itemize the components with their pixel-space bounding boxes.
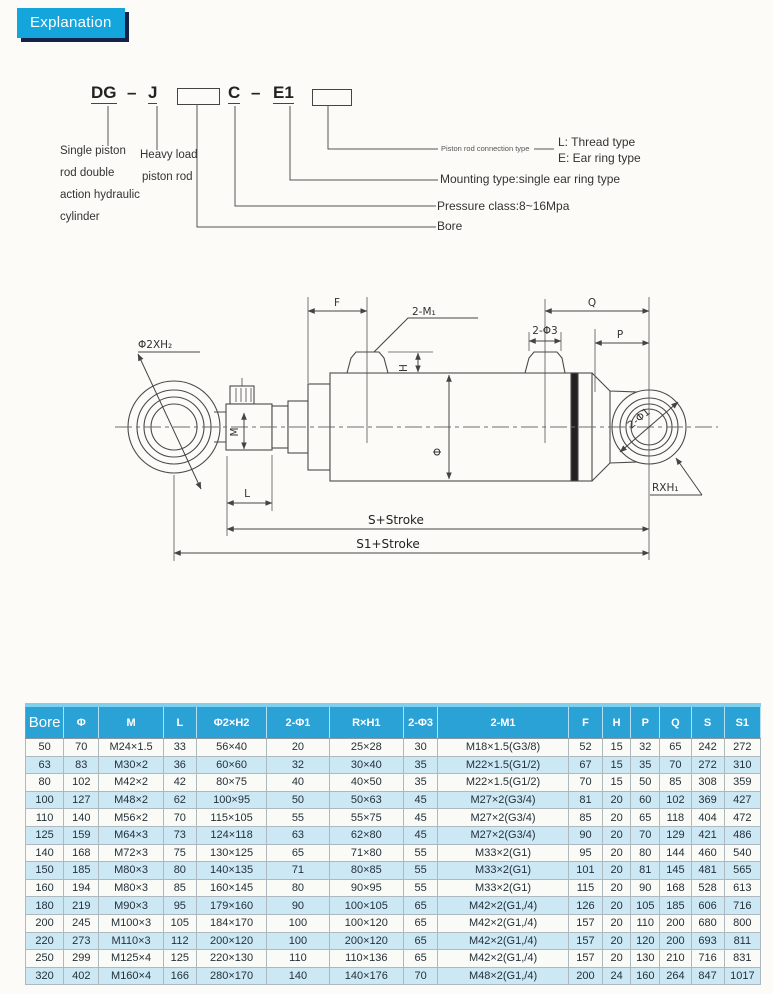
table-cell: 110 [26, 809, 64, 827]
table-cell: 180 [26, 897, 64, 915]
table-cell: 20 [603, 826, 631, 844]
table-cell: 32 [267, 756, 329, 774]
table-cell: 55 [404, 879, 438, 897]
table-cell: 179×160 [196, 897, 266, 915]
table-cell: 85 [568, 809, 602, 827]
table-cell: 35 [631, 756, 660, 774]
table-cell: 90 [631, 879, 660, 897]
table-cell: 140 [267, 967, 329, 985]
table-cell: 100×120 [329, 914, 403, 932]
table-row [26, 950, 761, 968]
table-cell: 421 [691, 826, 724, 844]
table-cell: 80 [26, 774, 64, 792]
table-cell: 115×105 [196, 809, 266, 827]
table-cell: 100 [26, 791, 64, 809]
table-cell: M42×2(G1,/4) [438, 897, 569, 915]
piston-desc-line: Heavy load [140, 149, 198, 161]
table-cell: 40 [267, 774, 329, 792]
table-cell: 20 [603, 897, 631, 915]
table-cell: 118 [660, 809, 691, 827]
code-dash-2: – [251, 83, 261, 102]
table-cell: 210 [660, 950, 691, 968]
bore-label: Bore [437, 219, 463, 233]
table-cell: M42×2(G1,/4) [438, 950, 569, 968]
table-cell: 50×63 [329, 791, 403, 809]
table-cell: 185 [64, 862, 99, 880]
table-cell: 70 [64, 739, 99, 757]
table-cell: 185 [660, 897, 691, 915]
table-cell: 140 [26, 844, 64, 862]
table-cell: 144 [660, 844, 691, 862]
table-cell: 15 [603, 774, 631, 792]
table-cell: 65 [404, 950, 438, 968]
table-cell: M22×1.5(G1/2) [438, 756, 569, 774]
dim-label-2phi1: 2-Φ1 [625, 405, 653, 432]
table-row [26, 879, 761, 897]
table-cell: 129 [660, 826, 691, 844]
table-cell: 486 [724, 826, 760, 844]
table-cell: 63 [26, 756, 64, 774]
spec-table-header [26, 705, 761, 739]
table-cell: 460 [691, 844, 724, 862]
table-cell: 73 [163, 826, 196, 844]
table-cell: 320 [26, 967, 64, 985]
table-cell: 540 [724, 844, 760, 862]
table-cell: 85 [163, 879, 196, 897]
table-cell: 168 [660, 879, 691, 897]
rod-connection-option: L: Thread type [558, 135, 636, 149]
table-cell: 60 [631, 791, 660, 809]
table-cell: 90 [267, 897, 329, 915]
table-cell: 157 [568, 950, 602, 968]
table-cell: 716 [691, 950, 724, 968]
table-cell: 264 [660, 967, 691, 985]
table-cell: 125 [26, 826, 64, 844]
table-cell: M22×1.5(G1/2) [438, 774, 569, 792]
table-cell: 200 [26, 914, 64, 932]
table-cell: M160×4 [99, 967, 163, 985]
explanation-badge: Explanation [17, 8, 125, 38]
table-cell: 55×75 [329, 809, 403, 827]
table-cell: 166 [163, 967, 196, 985]
code-token-e1: E1 [273, 83, 294, 102]
table-cell: M48×2 [99, 791, 163, 809]
table-row [26, 897, 761, 915]
table-cell: 50 [26, 739, 64, 757]
table-cell: 20 [603, 844, 631, 862]
table-cell: 847 [691, 967, 724, 985]
table-cell: 55 [404, 862, 438, 880]
table-cell: M64×3 [99, 826, 163, 844]
table-cell: 80×75 [196, 774, 266, 792]
cylinder-desc-line: action hydraulic [60, 189, 140, 201]
table-cell: 20 [267, 739, 329, 757]
header-cell-f: F [568, 705, 602, 739]
table-cell: 15 [603, 739, 631, 757]
cylinder-desc-line: cylinder [60, 211, 100, 223]
table-cell: 56×40 [196, 739, 266, 757]
table-cell: 65 [404, 932, 438, 950]
header-cell-p: P [631, 705, 660, 739]
table-row [26, 844, 761, 862]
dim-label-rxh1: RXH₁ [652, 482, 679, 494]
table-cell: M27×2(G3/4) [438, 809, 569, 827]
table-cell: 36 [163, 756, 196, 774]
table-cell: 194 [64, 879, 99, 897]
table-cell: 55 [404, 844, 438, 862]
table-cell: 299 [64, 950, 99, 968]
table-cell: M42×2 [99, 774, 163, 792]
table-cell: M30×2 [99, 756, 163, 774]
dim-label-phi2xh2: Φ2XH₂ [138, 339, 173, 351]
table-cell: 20 [603, 950, 631, 968]
table-cell: 62 [163, 791, 196, 809]
table-cell: 528 [691, 879, 724, 897]
table-cell: 472 [724, 809, 760, 827]
table-cell: 20 [603, 932, 631, 950]
table-cell: 81 [568, 791, 602, 809]
header-cell-s1: S1 [724, 705, 760, 739]
table-cell: 220 [26, 932, 64, 950]
table-cell: 70 [404, 967, 438, 985]
table-cell: 127 [64, 791, 99, 809]
table-cell: 70 [660, 756, 691, 774]
table-cell: M27×2(G3/4) [438, 791, 569, 809]
table-cell: 200 [660, 932, 691, 950]
code-token-j: J [148, 83, 158, 102]
table-cell: 67 [568, 756, 602, 774]
table-cell: 15 [603, 756, 631, 774]
dim-label-phi: Φ [432, 447, 444, 457]
table-cell: 63 [267, 826, 329, 844]
table-cell: 35 [404, 756, 438, 774]
table-row [26, 774, 761, 792]
table-row [26, 914, 761, 932]
table-cell: 100×95 [196, 791, 266, 809]
table-cell: 105 [163, 914, 196, 932]
table-cell: M33×2(G1) [438, 862, 569, 880]
table-cell: 45 [404, 809, 438, 827]
table-cell: 184×170 [196, 914, 266, 932]
table-cell: 33 [163, 739, 196, 757]
cylinder-desc-line: Single piston [60, 145, 126, 157]
header-cell-2-3: 2-Φ3 [404, 705, 438, 739]
table-cell: 115 [568, 879, 602, 897]
dim-label-2m1: 2-M₁ [412, 306, 436, 318]
table-cell: 125 [163, 950, 196, 968]
table-cell: 481 [691, 862, 724, 880]
table-cell: 427 [724, 791, 760, 809]
code-token-c: C [228, 83, 241, 102]
table-cell: 32 [631, 739, 660, 757]
dim-label-m: M [229, 427, 241, 437]
table-cell: 811 [724, 932, 760, 950]
table-cell: M33×2(G1) [438, 844, 569, 862]
table-cell: M80×3 [99, 862, 163, 880]
pressure-class-label: Pressure class:8~16Mpa [437, 199, 570, 213]
table-row [26, 862, 761, 880]
table-row [26, 756, 761, 774]
table-cell: 20 [603, 862, 631, 880]
table-cell: 90×95 [329, 879, 403, 897]
table-cell: 90 [568, 826, 602, 844]
table-cell: 100 [267, 932, 329, 950]
table-cell: 101 [568, 862, 602, 880]
table-cell: 105 [631, 897, 660, 915]
table-cell: 52 [568, 739, 602, 757]
table-cell: 70 [163, 809, 196, 827]
table-cell: 65 [631, 809, 660, 827]
table-cell: 40×50 [329, 774, 403, 792]
table-cell: 680 [691, 914, 724, 932]
table-cell: 20 [603, 914, 631, 932]
dim-label-f: F [333, 297, 341, 309]
table-cell: 130×125 [196, 844, 266, 862]
table-cell: 359 [724, 774, 760, 792]
table-cell: 1017 [724, 967, 760, 985]
table-cell: 159 [64, 826, 99, 844]
dim-label-s-stroke: S+Stroke [368, 513, 424, 527]
table-cell: 80×85 [329, 862, 403, 880]
piston-desc-line: piston rod [142, 171, 193, 183]
spec-table-body [26, 739, 761, 985]
table-cell: 126 [568, 897, 602, 915]
table-cell: 83 [64, 756, 99, 774]
header-cell-s: S [691, 705, 724, 739]
table-cell: 272 [724, 739, 760, 757]
table-cell: 60×60 [196, 756, 266, 774]
dim-label-q: Q [587, 297, 597, 309]
cylinder-desc-line: rod double [60, 167, 115, 179]
table-cell: 245 [64, 914, 99, 932]
table-cell: 71 [267, 862, 329, 880]
table-cell: 150 [26, 862, 64, 880]
table-cell: 565 [724, 862, 760, 880]
header-cell-2-1: 2-Φ1 [267, 705, 329, 739]
table-cell: 45 [404, 826, 438, 844]
table-cell: M56×2 [99, 809, 163, 827]
rod-connection-label: Piston rod connection type [441, 144, 530, 153]
table-row [26, 826, 761, 844]
table-cell: 102 [64, 774, 99, 792]
dim-label-p: P [616, 329, 624, 341]
table-row [26, 967, 761, 985]
table-cell: 71×80 [329, 844, 403, 862]
table-cell: M90×3 [99, 897, 163, 915]
table-row [26, 739, 761, 757]
header-cell-q: Q [660, 705, 691, 739]
dim-label-h: H [398, 364, 410, 372]
table-cell: 200 [660, 914, 691, 932]
table-cell: 800 [724, 914, 760, 932]
table-cell: 42 [163, 774, 196, 792]
table-cell: 25×28 [329, 739, 403, 757]
table-cell: 80 [267, 879, 329, 897]
dim-label-l: L [244, 488, 250, 500]
table-cell: M48×2(G1,/4) [438, 967, 569, 985]
table-cell: 110 [631, 914, 660, 932]
code-connector-lines [0, 70, 773, 260]
table-cell: 65 [660, 739, 691, 757]
table-cell: M100×3 [99, 914, 163, 932]
header-cell--2-h2: Φ2×H2 [196, 705, 266, 739]
table-cell: 100 [267, 914, 329, 932]
table-cell: 20 [603, 879, 631, 897]
table-cell: 110 [267, 950, 329, 968]
table-cell: 45 [404, 791, 438, 809]
table-cell: M24×1.5 [99, 739, 163, 757]
table-cell: 112 [163, 932, 196, 950]
dim-label-s1-stroke: S1+Stroke [356, 537, 420, 551]
spec-table [25, 703, 761, 985]
table-cell: 65 [267, 844, 329, 862]
rod-connection-option: E: Ear ring type [558, 151, 641, 165]
table-cell: 200×120 [196, 932, 266, 950]
dim-label-2phi3: 2-Φ3 [532, 325, 558, 337]
table-cell: M80×3 [99, 879, 163, 897]
code-token-dg: DG [91, 83, 117, 102]
table-cell: M27×2(G3/4) [438, 826, 569, 844]
header-cell-h: H [603, 705, 631, 739]
table-cell: 20 [603, 791, 631, 809]
table-cell: M72×3 [99, 844, 163, 862]
table-cell: 160 [26, 879, 64, 897]
table-cell: 310 [724, 756, 760, 774]
table-cell: 124×118 [196, 826, 266, 844]
header-cell--: Φ [64, 705, 99, 739]
table-cell: 273 [64, 932, 99, 950]
table-cell: 80 [631, 844, 660, 862]
table-cell: 20 [603, 809, 631, 827]
table-cell: M42×2(G1,/4) [438, 932, 569, 950]
table-cell: 220×130 [196, 950, 266, 968]
table-cell: 85 [660, 774, 691, 792]
header-cell-r-h1: R×H1 [329, 705, 403, 739]
table-cell: 308 [691, 774, 724, 792]
header-cell-2-m1: 2-M1 [438, 705, 569, 739]
table-cell: 250 [26, 950, 64, 968]
table-cell: 157 [568, 914, 602, 932]
table-cell: 200 [568, 967, 602, 985]
table-cell: 140 [64, 809, 99, 827]
table-cell: 168 [64, 844, 99, 862]
table-cell: 75 [163, 844, 196, 862]
table-cell: 200×120 [329, 932, 403, 950]
table-row [26, 809, 761, 827]
table-cell: 157 [568, 932, 602, 950]
table-cell: 369 [691, 791, 724, 809]
cylinder-drawing [0, 275, 773, 595]
header-cell-m: M [99, 705, 163, 739]
table-cell: M110×3 [99, 932, 163, 950]
table-cell: 831 [724, 950, 760, 968]
table-cell: 404 [691, 809, 724, 827]
table-cell: 242 [691, 739, 724, 757]
table-cell: M125×4 [99, 950, 163, 968]
header-cell-bore: Bore [26, 705, 64, 739]
table-cell: 35 [404, 774, 438, 792]
table-cell: 145 [660, 862, 691, 880]
table-cell: 280×170 [196, 967, 266, 985]
table-cell: 606 [691, 897, 724, 915]
table-cell: 50 [631, 774, 660, 792]
table-cell: 95 [568, 844, 602, 862]
table-cell: 219 [64, 897, 99, 915]
table-cell: M33×2(G1) [438, 879, 569, 897]
table-cell: 70 [568, 774, 602, 792]
table-cell: 50 [267, 791, 329, 809]
table-cell: 140×176 [329, 967, 403, 985]
table-row [26, 932, 761, 950]
header-cell-l: L [163, 705, 196, 739]
table-cell: 62×80 [329, 826, 403, 844]
table-cell: 65 [404, 914, 438, 932]
table-cell: 160×145 [196, 879, 266, 897]
table-cell: 55 [267, 809, 329, 827]
table-cell: 102 [660, 791, 691, 809]
mounting-type-label: Mounting type:single ear ring type [440, 172, 621, 186]
table-cell: 272 [691, 756, 724, 774]
table-cell: M18×1.5(G3/8) [438, 739, 569, 757]
table-cell: 95 [163, 897, 196, 915]
table-cell: 65 [404, 897, 438, 915]
table-cell: 160 [631, 967, 660, 985]
table-cell: 402 [64, 967, 99, 985]
code-dash-1: – [127, 83, 137, 102]
table-cell: 30 [404, 739, 438, 757]
table-cell: M42×2(G1,/4) [438, 914, 569, 932]
table-cell: 120 [631, 932, 660, 950]
table-cell: 110×136 [329, 950, 403, 968]
table-cell: 80 [163, 862, 196, 880]
table-cell: 24 [603, 967, 631, 985]
table-cell: 693 [691, 932, 724, 950]
table-cell: 100×105 [329, 897, 403, 915]
table-cell: 613 [724, 879, 760, 897]
table-cell: 81 [631, 862, 660, 880]
table-cell: 130 [631, 950, 660, 968]
table-cell: 30×40 [329, 756, 403, 774]
table-cell: 716 [724, 897, 760, 915]
table-row [26, 791, 761, 809]
table-cell: 140×135 [196, 862, 266, 880]
table-cell: 70 [631, 826, 660, 844]
